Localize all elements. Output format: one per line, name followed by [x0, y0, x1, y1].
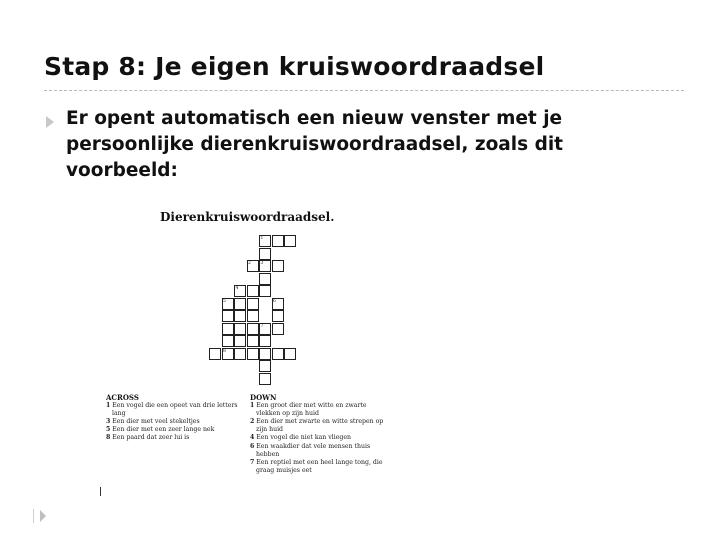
- clue-text: Een vogel die een opeet van drie letters: [112, 402, 238, 409]
- clue-line: [106, 402, 238, 410]
- bullet-arrow-icon: [46, 116, 54, 128]
- crossword-cell-number: 3: [260, 261, 264, 266]
- clue-line: [106, 410, 126, 418]
- crossword-cell: [259, 373, 271, 385]
- clue-text: Een dier met zwarte en witte strepen op: [256, 418, 384, 426]
- crossword-cell: [272, 323, 284, 335]
- clue-line: [250, 443, 370, 451]
- down-heading: DOWN: [250, 393, 277, 402]
- clue-number: 7: [250, 458, 255, 466]
- crossword-cell: [284, 348, 296, 360]
- crossword-cell: [247, 335, 259, 347]
- crossword-cell: [247, 285, 259, 297]
- crossword-cell: [247, 298, 259, 310]
- crossword-title: Dierenkruiswoordraadsel.: [160, 210, 335, 224]
- clue-line: [250, 426, 283, 434]
- crossword-figure: [92, 205, 402, 505]
- clue-line: [250, 418, 383, 426]
- crossword-cell: [247, 348, 259, 360]
- clue-text: zijn huid: [256, 426, 284, 434]
- clue-number: 8: [106, 434, 111, 442]
- crossword-cell: [272, 260, 284, 272]
- crossword-cell: [259, 335, 271, 347]
- clue-number: 1: [250, 402, 255, 409]
- crossword-cell: [234, 310, 246, 322]
- text-cursor: [100, 487, 101, 496]
- clue-line: [250, 467, 312, 475]
- clue-text: lang: [112, 410, 126, 418]
- crossword-cell: [234, 298, 246, 310]
- crossword-cell: [284, 235, 296, 247]
- crossword-cell: [222, 323, 234, 335]
- clue-text: Een reptiel met een heel lange tong, die: [256, 458, 383, 466]
- crossword-cell: [259, 348, 271, 360]
- crossword-cell: [247, 323, 259, 335]
- clue-text: Een paard dat zeer lui is: [112, 434, 190, 442]
- clue-line: [250, 402, 367, 410]
- clue-line: [106, 434, 189, 442]
- crossword-cell: [234, 335, 246, 347]
- clue-number: 2: [250, 418, 255, 426]
- slide-body-text: Er opent automatisch een nieuw venster met je persoonlijke dierenkruiswoordraadsel, zoals dit voorbeeld:: [66, 108, 564, 181]
- crossword-cell: [209, 348, 221, 360]
- crossword-cell: [272, 235, 284, 247]
- clue-text: Een waakdier dat vele mensen thuis: [256, 442, 371, 450]
- clue-text: Een groot dier met witte en zwarte: [256, 402, 367, 409]
- clue-text: vlekken op zijn huid: [256, 410, 319, 418]
- crossword-cell-number: 1: [260, 236, 264, 241]
- clue-line: [106, 418, 200, 426]
- clue-text: Een dier met veel stekeltjes: [112, 418, 200, 426]
- crossword-cell-number: 7: [260, 323, 264, 329]
- crossword-cell-number: 2: [248, 261, 251, 266]
- clue-text: Een dier met een zeer lange nek: [112, 426, 215, 434]
- crossword-cell: [259, 248, 271, 260]
- clue-text: Een vogel die niet kan vliegen: [256, 434, 351, 442]
- crossword-cell: [222, 310, 234, 322]
- crossword-cell: [247, 310, 259, 322]
- crossword-cell: [259, 273, 271, 285]
- crossword-cell: [222, 335, 234, 347]
- crossword-cell: [259, 360, 271, 372]
- crossword-cell: [259, 285, 271, 297]
- clue-number: 5: [106, 426, 111, 434]
- clue-line: [250, 410, 319, 418]
- crossword-cell-number: 6: [273, 298, 276, 304]
- title-divider: [44, 90, 684, 91]
- clue-line: [250, 459, 383, 467]
- crossword-cell: [234, 348, 246, 360]
- crossword-cell: [272, 348, 284, 360]
- clue-line: [250, 451, 279, 459]
- clue-line: [250, 434, 351, 442]
- clue-text: hebben: [256, 450, 280, 458]
- clue-number: 1: [106, 402, 111, 409]
- crossword-cell-number: 5: [223, 298, 226, 304]
- across-heading: ACROSS: [106, 393, 139, 402]
- clue-number: 3: [106, 418, 111, 426]
- clue-line: [106, 426, 214, 434]
- crossword-cell: [234, 323, 246, 335]
- clue-text: graag muisjes eet: [256, 466, 312, 474]
- slide-nav-divider: [33, 509, 40, 523]
- clue-number: 4: [250, 434, 255, 442]
- crossword-cell-number: 8: [223, 348, 226, 354]
- crossword-cell-number: 4: [235, 286, 239, 291]
- clue-number: 6: [250, 442, 255, 450]
- slide-nav-arrow-icon[interactable]: [40, 510, 46, 522]
- slide-title: Stap 8: Je eigen kruiswoordraadsel: [44, 52, 545, 81]
- crossword-cell: [272, 310, 284, 322]
